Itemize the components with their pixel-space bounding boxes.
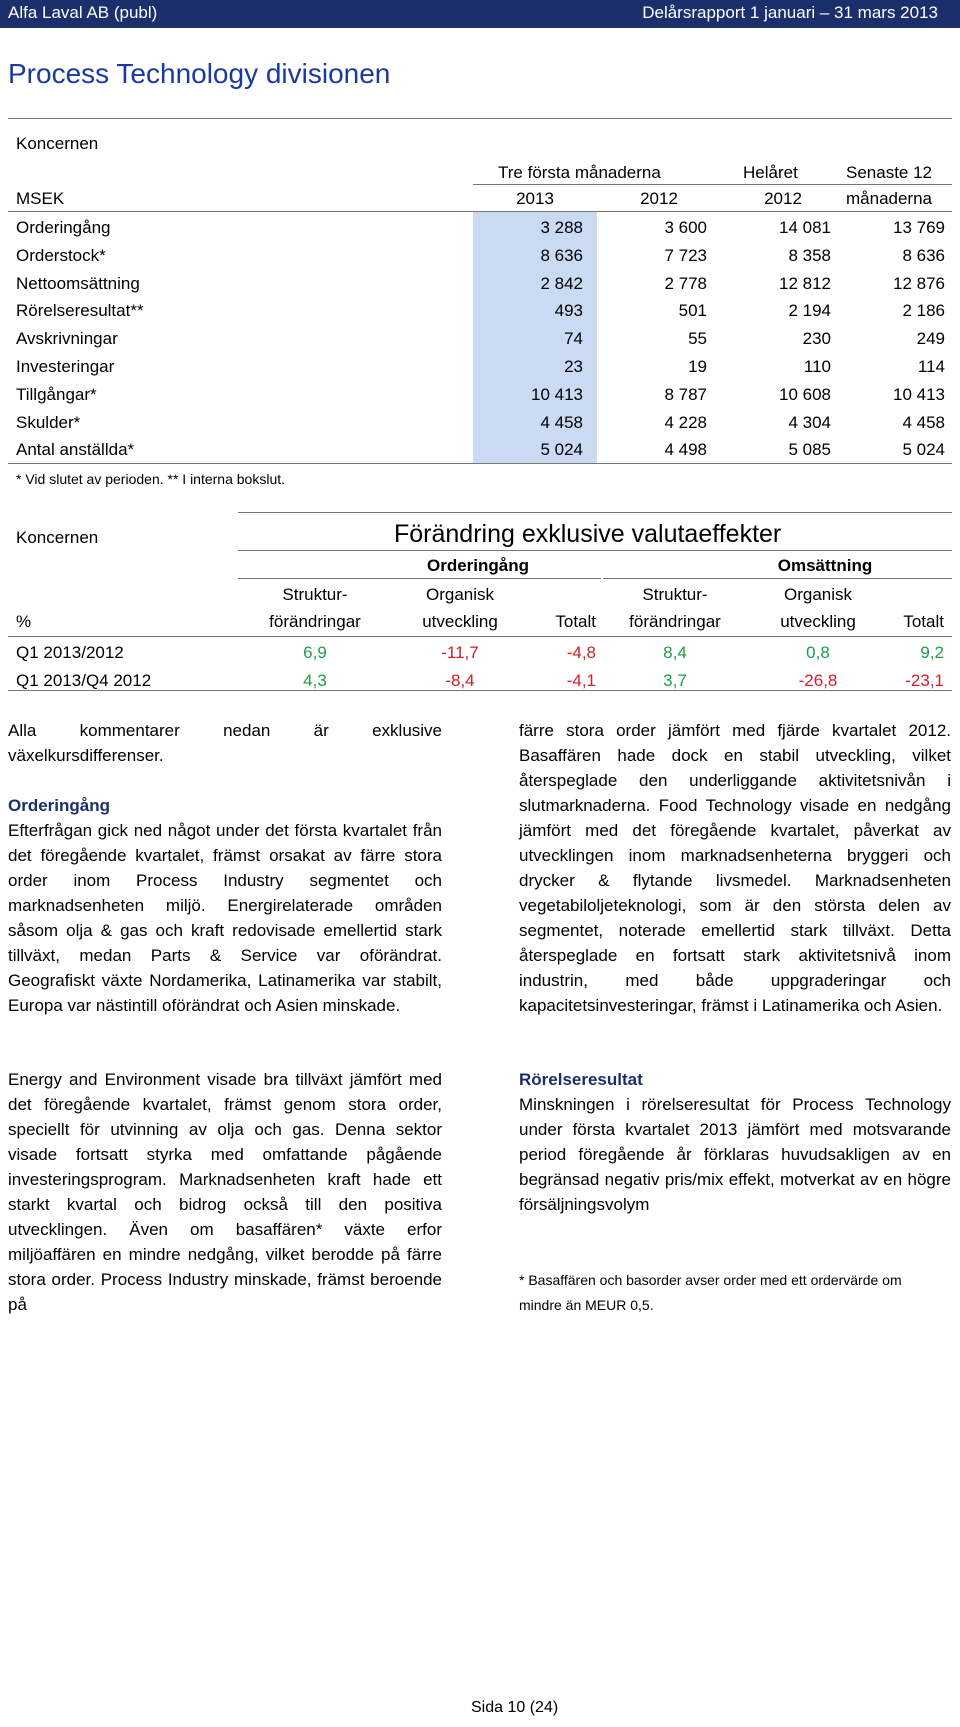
cell-value: 8,4 — [663, 643, 687, 662]
cell-value: -26,8 — [798, 671, 838, 690]
unit-label: % — [16, 612, 32, 631]
cell-value: 114 — [917, 357, 945, 376]
cell-value: 12 812 — [779, 273, 831, 293]
intro-paragraph: Alla kommentarer nedan är exklusive växelkursdifferenser. — [8, 721, 442, 765]
cell-value: 9,2 — [920, 643, 944, 662]
col-group-label: Tre första månaderna — [498, 163, 661, 182]
cell-value: 12 876 — [893, 273, 945, 293]
page-number: Sida 10 (24) — [471, 1699, 559, 1716]
cell-value: -4,8 — [566, 643, 596, 662]
cell-value: 8 787 — [664, 384, 707, 404]
cell-value: 230 — [802, 329, 831, 349]
hdr-utveckling-1: utveckling — [422, 612, 498, 631]
group-orderingang: Orderingång — [426, 556, 529, 575]
footnote: * Basaffären och basorder avser order med ett ordervärde om mindre än MEUR 0,5. — [519, 1272, 902, 1313]
row-label: Avskrivningar — [16, 329, 118, 349]
cell-value: 5 085 — [788, 440, 831, 460]
row-label: Antal anställda* — [16, 440, 135, 460]
cell-value: 5 024 — [902, 440, 945, 460]
cell-value: 4 458 — [902, 412, 945, 432]
col-last12-b: månaderna — [846, 189, 933, 208]
cell-value: 74 — [564, 329, 583, 349]
table-footnote: * Vid slutet av perioden. ** I interna bokslut. — [16, 471, 286, 487]
hdr-organisk-1: Organisk — [425, 585, 495, 604]
cell-value: -23,1 — [905, 671, 944, 690]
cell-value: 0,8 — [806, 643, 830, 662]
col-2012: 2012 — [640, 189, 678, 208]
cell-value: 4 498 — [664, 440, 707, 460]
cell-value: 493 — [554, 301, 583, 321]
col-last12-a: Senaste 12 — [846, 163, 933, 182]
cell-value: 4,3 — [303, 671, 327, 690]
cell-value: 19 — [688, 357, 707, 376]
row-label: Rörelseresultat** — [16, 301, 144, 321]
cell-value: 8 358 — [788, 245, 831, 265]
row-label: Orderingång — [16, 218, 111, 237]
col-helaret-year: 2012 — [764, 189, 802, 208]
cell-value: 5 024 — [540, 440, 583, 460]
hdr-struktur-2: Struktur- — [642, 585, 708, 604]
cell-value: 2 194 — [788, 301, 831, 321]
hdr-totalt-1: Totalt — [555, 612, 596, 631]
cell-value: 110 — [803, 357, 831, 376]
heading-orderingang: Orderingång — [8, 796, 111, 815]
cell-value: 23 — [564, 357, 583, 376]
row-label: Skulder* — [16, 412, 81, 432]
cell-value: -4,1 — [566, 671, 596, 690]
unit-label: MSEK — [16, 189, 65, 208]
table-caption: Koncernen — [16, 528, 99, 547]
paragraph-4: Minskningen i rörelseresultat för Process Technology under första kvartalet 2013 jämfört med motsvarande period föregående år förklaras huvudsakligen av en begränsad negativ pris/mix effekt, motverkat av en högre försäljningsvolym — [519, 1095, 951, 1214]
cell-value: 2 778 — [664, 273, 707, 293]
cell-value: 10 608 — [779, 384, 831, 404]
group-omsattning: Omsättning — [777, 556, 873, 575]
cell-value: 4 304 — [788, 412, 831, 432]
cell-value: 249 — [916, 329, 945, 349]
hdr-forandringar-2: förändringar — [629, 612, 721, 631]
cell-value: 4 228 — [664, 412, 707, 432]
cell-value: -8,4 — [445, 671, 475, 690]
cell-value: 8 636 — [540, 245, 583, 265]
col-helaret: Helåret — [743, 163, 798, 182]
company-name: Alfa Laval AB (publ) — [8, 3, 158, 22]
cell-value: 7 723 — [664, 245, 707, 265]
cell-value: 2 842 — [540, 273, 583, 293]
cell-value: 14 081 — [779, 218, 831, 237]
cell-value: 55 — [688, 329, 707, 349]
paragraph-2: Energy and Environment visade bra tillväxt jämfört med det föregående kvartalet, främst genom stora order, speciellt för utvinning av olja och gas. Denna sektor visade fortsatt styrka med omfattande pågående investeringsprogram. Marknadsenheten kraft hade ett starkt kvartal och bidrog också till den positiva utvecklingen. Även om basaffären* växte erfor miljöaffären en mindre nedgång, vilket berodde på färre stora order. Process Industry minskade, främst beroende på — [8, 1070, 442, 1314]
cell-value: -11,7 — [441, 643, 479, 662]
cell-value: 6,9 — [303, 643, 327, 662]
page-header — [0, 0, 960, 28]
cell-value: 501 — [678, 301, 707, 321]
table-title: Förändring exklusive valutaeffekter — [394, 520, 782, 548]
cell-value: 4 458 — [540, 412, 583, 432]
cell-value: 10 413 — [893, 384, 945, 404]
page-title: Process Technology divisionen — [8, 58, 391, 89]
divider — [8, 118, 952, 119]
paragraph-3: färre stora order jämfört med fjärde kvartalet 2012. Basaffären hade dock en stabil utveckling, vilket återspeglade den underliggande aktivitetsnivån i slutmarknaderna. Food Technology visade en nedgång jämfört med det föregående kvartalet, påverkat av utvecklingen inom marknadsenheterna bryggeri och drycker & flytande livsmedel. Marknadsenheten vegetabiloljeteknologi, som är den största delen av segmentet, noterade emellertid stark tillväxt. Detta återspeglade en fortsatt stark aktivitetsnivå inom industrin, med både uppgraderingar och kapacitetsinvesteringar, främst i Latinamerika och Asien. — [519, 721, 951, 1015]
cell-value: 8 636 — [902, 245, 945, 265]
heading-rorelseresultat: Rörelseresultat — [519, 1070, 643, 1089]
row-label: Investeringar — [16, 357, 115, 376]
row-label: Tillgångar* — [16, 384, 97, 404]
row-label: Q1 2013/2012 — [16, 643, 124, 662]
hdr-totalt-2: Totalt — [903, 612, 944, 631]
cell-value: 3 600 — [664, 218, 707, 237]
cell-value: 2 186 — [902, 301, 945, 321]
report-title: Delårsrapport 1 januari – 31 mars 2013 — [642, 3, 938, 22]
row-label: Orderstock* — [16, 245, 106, 265]
hdr-struktur-1: Struktur- — [282, 585, 348, 604]
hdr-utveckling-2: utveckling — [780, 612, 856, 631]
table-caption: Koncernen — [16, 134, 99, 153]
cell-value: 10 413 — [531, 384, 583, 404]
cell-value: 3,7 — [663, 671, 687, 690]
hdr-organisk-2: Organisk — [783, 585, 853, 604]
paragraph-1: Efterfrågan gick ned något under det första kvartalet från det föregående kvartalet, främst orsakat av färre stora order inom Process Industry segmentet och marknadsenheten miljö. Energirelaterade områden såsom olja & gas och kraft redovisade emellertid stark tillväxt, medan Parts & Service var oförändrat. Geografiskt växte Nordamerika, Latinamerika var stabilt, Europa var nästintill oförändrat och Asien minskade. — [8, 821, 442, 1015]
row-label: Q1 2013/Q4 2012 — [16, 671, 152, 690]
row-label: Nettoomsättning — [16, 273, 140, 293]
col-2013: 2013 — [516, 189, 554, 208]
hdr-forandringar-1: förändringar — [269, 612, 361, 631]
cell-value: 13 769 — [893, 218, 945, 237]
cell-value: 3 288 — [540, 218, 583, 237]
